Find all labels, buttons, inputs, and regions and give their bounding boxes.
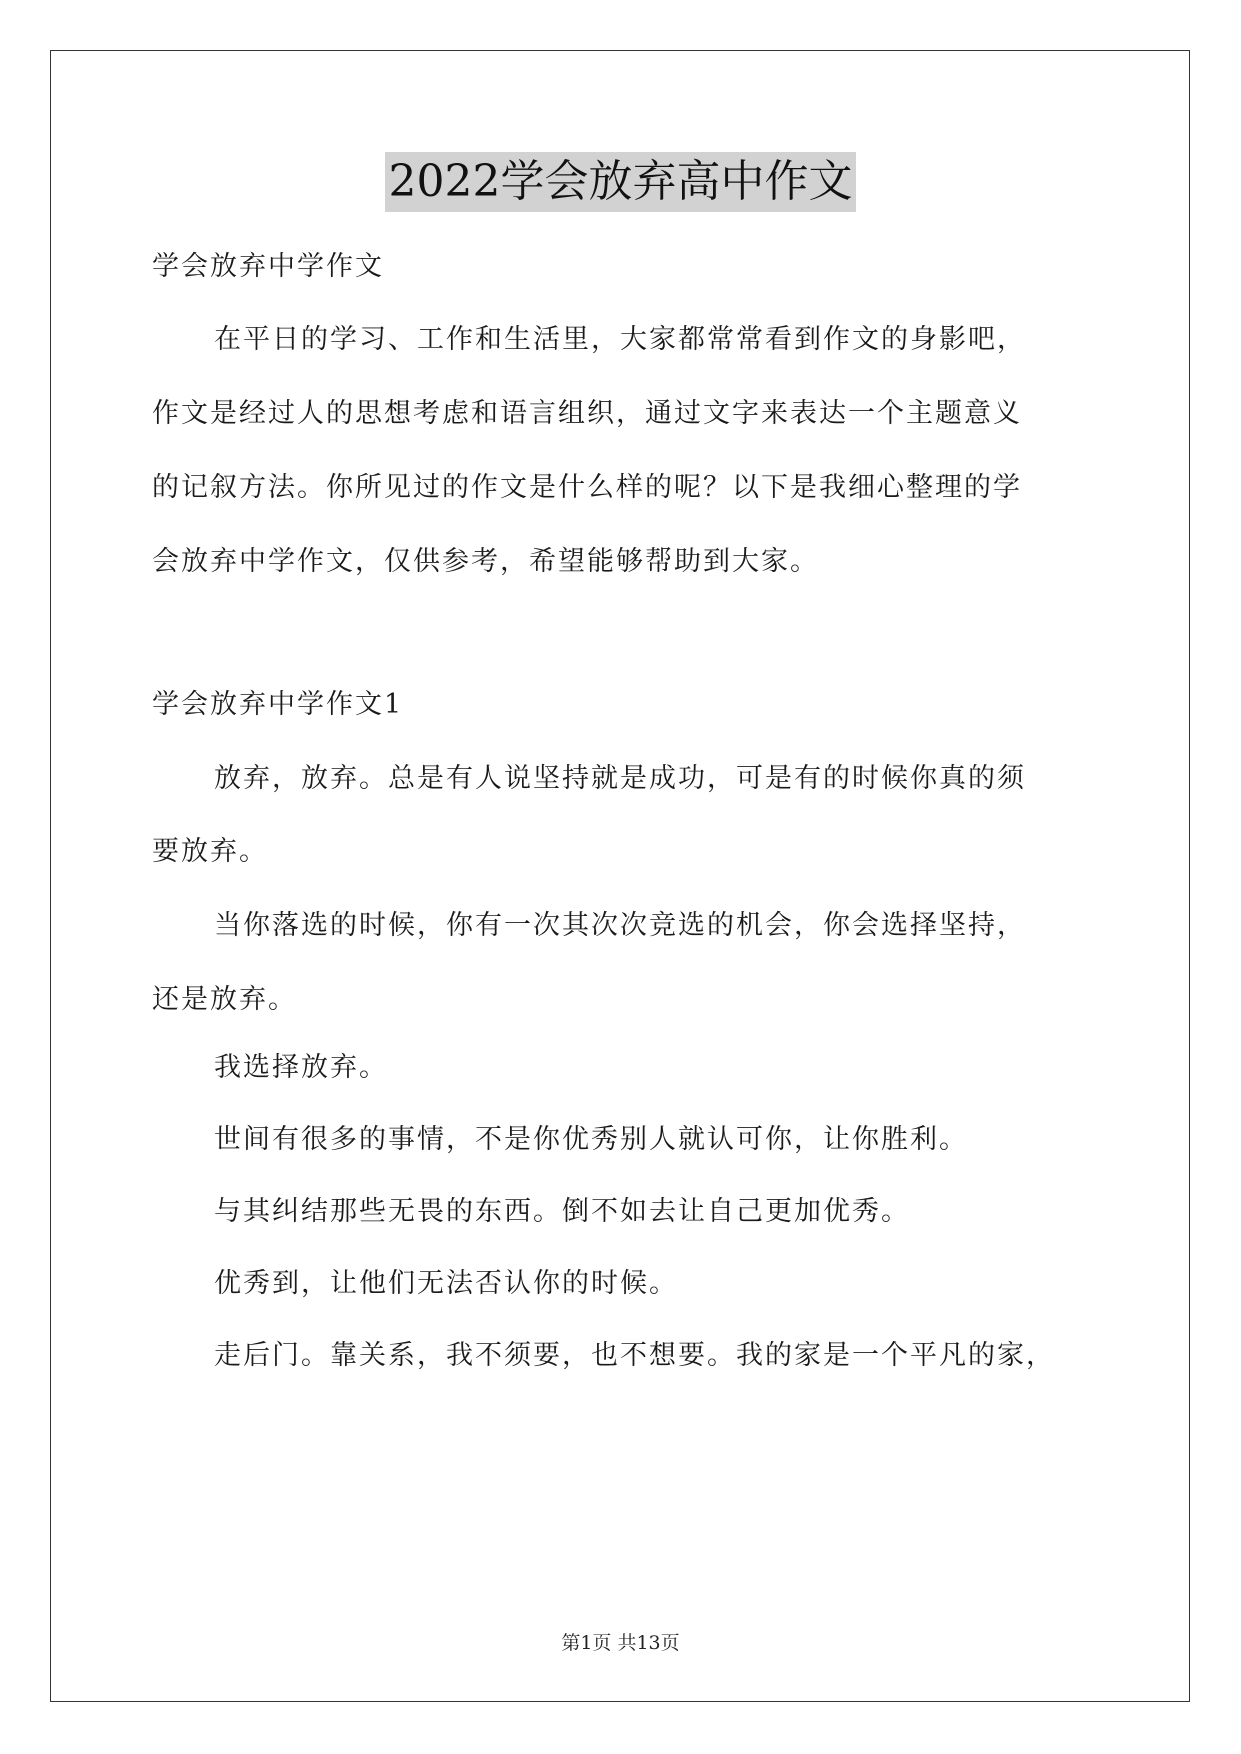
paragraph-line: 与其纠结那些无畏的东西。倒不如去让自己更加优秀。 [214,1196,910,1227]
paragraph-line: 当你落选的时候，你有一次其次次竞选的机会，你会选择坚持， [214,910,1026,941]
section-heading: 学会放弃中学作文 [152,251,384,282]
paragraph-line: 还是放弃。 [152,984,297,1015]
page-footer: 第1页 共13页 [561,1632,680,1654]
paragraph-line: 的记叙方法。你所见过的作文是什么样的呢？以下是我细心整理的学 [152,472,1022,503]
paragraph-line: 世间有很多的事情，不是你优秀别人就认可你，让你胜利。 [214,1124,968,1155]
document-title-container [0,152,1241,212]
paragraph-line: 在平日的学习、工作和生活里，大家都常常看到作文的身影吧， [214,324,1026,355]
paragraph-line: 我选择放弃。 [214,1052,388,1083]
paragraph-line: 会放弃中学作文，仅供参考，希望能够帮助到大家。 [152,546,819,577]
paragraph-line: 优秀到，让他们无法否认你的时候。 [214,1268,678,1299]
section-heading: 学会放弃中学作文1 [152,689,404,720]
paragraph-line: 放弃，放弃。总是有人说坚持就是成功，可是有的时候你真的须 [214,763,1026,794]
page-border [50,50,1190,1702]
paragraph-line: 要放弃。 [152,836,268,867]
document-title: 2022学会放弃高中作文 [385,152,857,212]
paragraph-line: 走后门。靠关系，我不须要，也不想要。我的家是一个平凡的家， [214,1340,1055,1371]
paragraph-line: 作文是经过人的思想考虑和语言组织，通过文字来表达一个主题意义 [152,398,1022,429]
